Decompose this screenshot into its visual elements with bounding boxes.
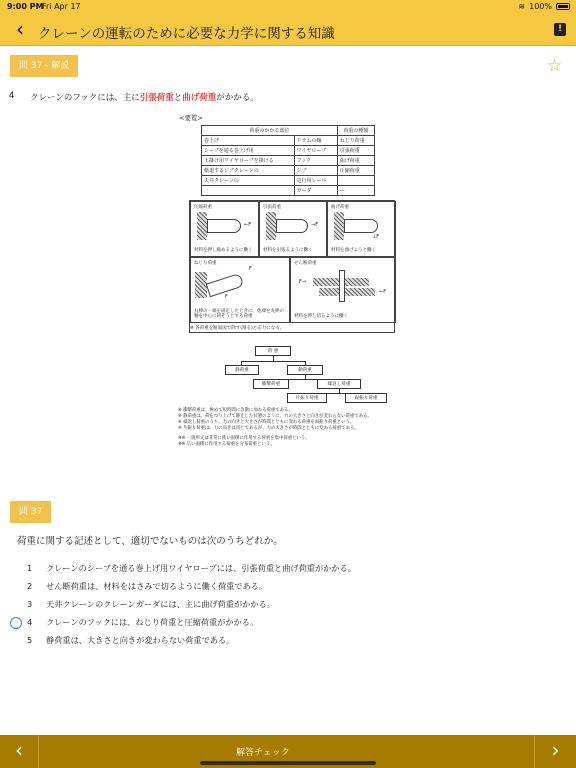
tree-connector	[241, 361, 305, 362]
explanation-text	[30, 91, 259, 103]
page-title: クレーンの運転のために必要な力学に関する知識	[38, 26, 335, 42]
figure-label: <要覧>	[179, 114, 203, 122]
back-button[interactable]	[8, 18, 32, 42]
choice-number: 3	[27, 599, 33, 609]
explanation-text-part: クレーンのフックには、主に	[30, 93, 140, 103]
choice-number: 2	[27, 581, 33, 591]
wall-hatch	[334, 212, 344, 240]
force-arrow: →F	[311, 222, 319, 228]
table-cell	[202, 186, 295, 196]
status-bar	[0, 0, 576, 14]
note-icon: !	[557, 24, 563, 34]
force-arrow: F	[225, 294, 228, 300]
cell-description: 丸棒の一端を固定したときに、他端を丸棒の軸を中心に回そうとする荷重	[194, 308, 284, 320]
cell-bending	[327, 201, 396, 257]
tree-alternating: 両振り荷重	[345, 393, 387, 403]
chevron-right-icon: ›	[551, 738, 560, 762]
chevron-left-icon: ‹	[16, 17, 24, 41]
table-cell: 巻上げ	[202, 136, 295, 146]
selected-answer-circle-icon	[10, 617, 22, 629]
cell-shear	[290, 257, 396, 323]
battery-percent: 100%	[529, 2, 552, 11]
cell-tension	[259, 201, 327, 257]
rod-shape	[276, 219, 308, 233]
tree-one-way: 片振り荷重	[287, 393, 327, 403]
table-cell	[337, 176, 374, 186]
table-cell: 玉掛け用ワイヤロープを掛ける	[202, 156, 295, 166]
table-cell: ワイヤロープ	[294, 146, 337, 156]
table-cell: ジブ	[294, 166, 337, 176]
table-cell: シーブを通る巻上げ用	[202, 146, 295, 156]
figure-note: ※※ 広い面積に作用する荷重を分布荷重という。	[178, 442, 275, 447]
status-time: 9:00 PM	[7, 2, 44, 11]
table-cell: 曲げ荷重	[337, 156, 374, 166]
explanation-tag: 問 37 - 解説	[10, 55, 78, 77]
tree-repeat: 繰返し荷重	[317, 379, 361, 389]
rod-shape	[344, 219, 378, 233]
table-cell: フック	[294, 156, 337, 166]
force-arrow: ↓F	[372, 234, 380, 240]
figure-note: ※ 衝撃荷重は、極めて短時間に急激に加わる荷重である。	[178, 408, 293, 413]
plate-hatch	[319, 288, 375, 296]
next-button[interactable]	[534, 735, 576, 768]
explanation-text-part: と	[173, 93, 183, 103]
figure-note: ※ 各荷重を断面図で除す(割る)と応力になる。	[190, 326, 285, 331]
explanation-number: 4	[9, 91, 15, 101]
tree-impact: 衝撃荷重	[253, 379, 289, 389]
choice-text: クレーンのシーブを通る巻上げ用ワイヤロープには、引張荷重と曲げ荷重がかかる。	[46, 563, 356, 573]
wall-hatch	[266, 212, 276, 240]
choice-text: クレーンのフックには、ねじり荷重と圧縮荷重がかかる。	[46, 617, 259, 627]
force-arrow: ←F	[244, 222, 252, 228]
table-cell: 引張荷重	[337, 146, 374, 156]
cell-description: 材料を押し切るように働く	[294, 314, 348, 320]
figure-note: ※ 繰返し荷重のうち、力の向きと大きさが時間とともに変わる荷重を両振り荷重という。	[178, 420, 355, 425]
highlight-tension: 引張荷重	[139, 93, 174, 103]
cell-description: 材料を押し縮めるように働く	[194, 248, 253, 254]
table-cell: 軌道するジブクレーンの	[202, 166, 295, 176]
table-header: 荷重の種類	[337, 126, 374, 136]
question-text: 荷重に関する記述として、適切でないものは次のうちどれか。	[17, 536, 283, 547]
star-outline-icon: ☆	[547, 56, 563, 76]
question-tag: 問 37	[10, 501, 51, 523]
battery-icon	[556, 3, 570, 10]
favorite-button[interactable]	[547, 56, 562, 76]
home-indicator	[200, 761, 376, 765]
cell-description: 材料を引張るように働く	[263, 248, 313, 254]
previous-button[interactable]	[0, 735, 39, 768]
tree-dynamic: 動荷重	[287, 365, 323, 375]
status-date: Fri Apr 17	[42, 2, 81, 11]
nav-bar	[0, 14, 576, 46]
table-cell: ねじり荷重	[337, 136, 374, 146]
figure-notes	[178, 408, 413, 448]
cell-torsion	[190, 257, 290, 323]
table-cell: 圧縮荷重	[337, 166, 374, 176]
cell-description: 材料を曲げようと働く	[331, 248, 376, 254]
cell-caption: ねじり荷重	[194, 261, 217, 266]
status-right	[518, 2, 570, 11]
table-cell: —	[337, 186, 374, 196]
bolt-shape	[339, 270, 345, 302]
figure-note: ※ 静荷重は、荷をつり上げて静止した状態のように、力の大きさと向きが変わらない荷重である。	[178, 414, 372, 419]
highlight-bending: 曲げ荷重	[182, 93, 217, 103]
figure-note: ※※ 一箇所又は非常に狭い面積に作用する荷重を集中荷重という。	[178, 436, 310, 441]
wall-hatch	[197, 212, 207, 240]
explanation-text-part: がかかる。	[216, 93, 259, 103]
force-arrow: F	[249, 266, 252, 272]
tree-static: 静荷重	[225, 365, 259, 375]
wifi-icon: ≋	[518, 2, 526, 11]
table-cell: 天井クレーンの	[202, 176, 295, 186]
table-cell: ドラムの軸	[294, 136, 337, 146]
force-arrow: F→	[299, 279, 307, 285]
choice-number: 1	[27, 563, 33, 573]
cell-caption: 曲げ荷重	[331, 205, 349, 210]
force-arrow: ←F	[379, 289, 387, 295]
chevron-left-icon: ‹	[15, 738, 23, 762]
tree-root: 荷 重	[255, 346, 291, 356]
cell-caption: 引張荷重	[263, 205, 281, 210]
table-cell: ガーダ	[294, 186, 337, 196]
choice-number: 5	[27, 635, 33, 645]
choice-text: せん断荷重は、材料をはさみで切るように働く荷重である。	[46, 581, 268, 591]
answer-check-button[interactable]: 解答チェック	[236, 748, 290, 758]
choice-text: 静荷重は、大きさと向きが変わらない荷重である。	[46, 635, 235, 645]
choice-text: 天井クレーンのクレーンガーダには、主に曲げ荷重がかかる。	[46, 599, 275, 609]
load-diagram-grid	[189, 200, 395, 333]
cell-caption: せん断荷重	[294, 261, 317, 266]
note-button[interactable]	[554, 23, 566, 36]
rod-shape	[207, 219, 241, 233]
choice-number: 4	[27, 617, 33, 627]
load-table	[201, 125, 375, 196]
table-header: 荷重のかかる部位	[202, 126, 338, 136]
figure-note: ※ 片振り荷重は、力の向きは同じであるが、力の大きさが時間とともに変わる荷重である。	[178, 426, 359, 431]
cell-compress	[190, 201, 259, 257]
cell-caption: 圧縮荷重	[194, 205, 212, 210]
table-cell: 走行用レール	[294, 176, 337, 186]
